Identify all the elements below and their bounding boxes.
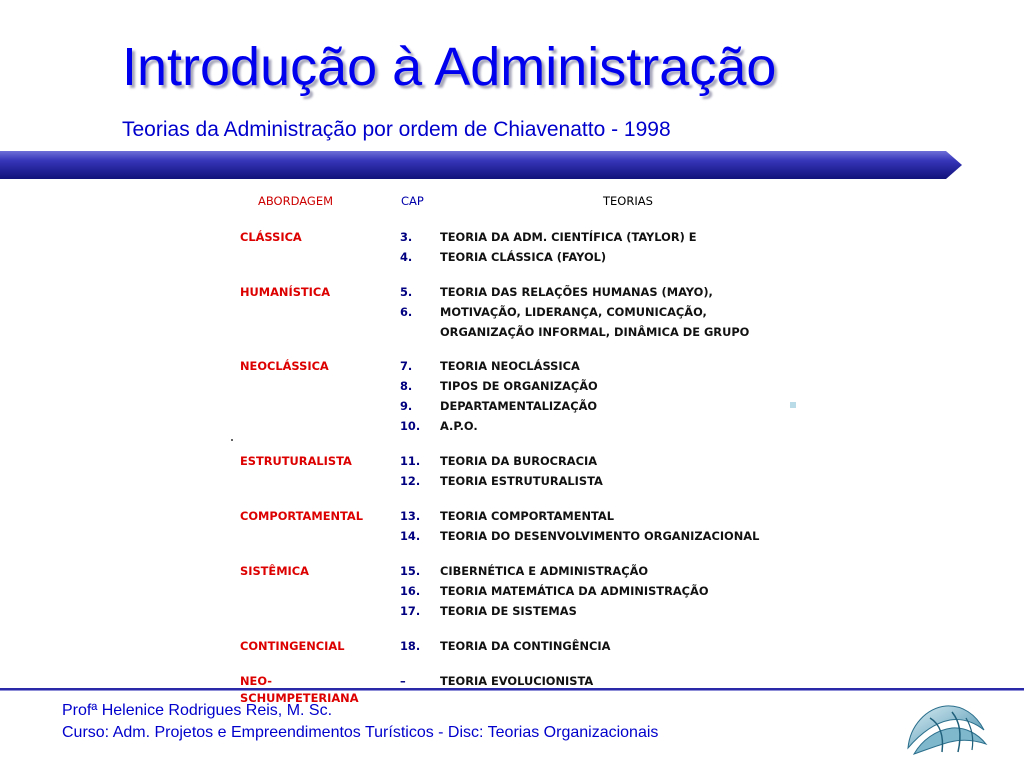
cap-number: 16. (400, 584, 421, 598)
teoria-text: TEORIA DA CONTINGÊNCIA (440, 639, 611, 653)
teoria-text: TEORIA CLÁSSICA (FAYOL) (440, 250, 607, 264)
teoria-text: TIPOS DE ORGANIZAÇÃO (440, 379, 598, 393)
cap-number: 9. (400, 399, 413, 413)
abordagem-label: COMPORTAMENTAL (240, 509, 363, 523)
teoria-text: CIBERNÉTICA E ADMINISTRAÇÃO (440, 564, 649, 578)
abordagem-label-line: NEO- (240, 674, 272, 688)
teoria-text: TEORIA DA BUROCRACIA (440, 454, 598, 468)
cap-number: 8. (400, 379, 413, 393)
teoria-text: TEORIA DA ADM. CIENTÍFICA (TAYLOR) E (440, 230, 697, 244)
cap-number: 5. (400, 285, 413, 299)
abordagem-label: CLÁSSICA (240, 230, 302, 244)
cap-number: – (400, 674, 406, 688)
header-cap: CAP (401, 194, 424, 208)
abordagem-label-line: SCHUMPETERIANA (240, 691, 359, 705)
artifact-mark (790, 402, 796, 408)
cap-number: 3. (400, 230, 413, 244)
cap-number: 4. (400, 250, 413, 264)
cap-number: 11. (400, 454, 421, 468)
university-logo-icon (900, 696, 992, 762)
teoria-text: TEORIA MATEMÁTICA DA ADMINISTRAÇÃO (440, 584, 709, 598)
artifact-dot (231, 439, 233, 441)
footer-author: Profª Helenice Rodrigues Reis, M. Sc. (62, 702, 333, 719)
header-arrow-bar (0, 151, 962, 179)
theories-table (230, 182, 790, 705)
cap-number: 15. (400, 564, 421, 578)
cap-number: 13. (400, 509, 421, 523)
slide-subtitle: Teorias da Administração por ordem de Chiavenatto - 1998 (122, 118, 671, 141)
cap-number: 14. (400, 529, 421, 543)
teoria-text: TEORIA COMPORTAMENTAL (440, 509, 615, 523)
footer-course: Curso: Adm. Projetos e Empreendimentos Turísticos - Disc: Teorias Organizacionais (62, 724, 659, 741)
teoria-text: TEORIA NEOCLÁSSICA (440, 359, 580, 373)
footer-divider-shadow (0, 690, 1024, 691)
cap-number: 12. (400, 474, 421, 488)
teoria-text: ORGANIZAÇÃO INFORMAL, DINÂMICA DE GRUPO (440, 325, 750, 339)
slide-title: Introdução à Administração (122, 37, 777, 97)
teoria-text: TEORIA ESTRUTURALISTA (440, 474, 603, 488)
abordagem-label: ESTRUTURALISTA (240, 454, 352, 468)
abordagem-label: HUMANÍSTICA (240, 285, 331, 299)
footer (62, 700, 658, 744)
cap-number: 17. (400, 604, 421, 618)
teoria-text: A.P.O. (440, 419, 478, 433)
teoria-text: TEORIA EVOLUCIONISTA (440, 674, 594, 688)
abordagem-label: NEOCLÁSSICA (240, 359, 329, 373)
header-abordagem: ABORDAGEM (258, 194, 334, 208)
teoria-text: TEORIA DE SISTEMAS (440, 604, 577, 618)
teoria-text: DEPARTAMENTALIZAÇÃO (440, 399, 598, 413)
teoria-text: TEORIA DAS RELAÇÕES HUMANAS (MAYO), (440, 285, 713, 299)
cap-number: 6. (400, 305, 413, 319)
teoria-text: MOTIVAÇÃO, LIDERANÇA, COMUNICAÇÃO, (440, 305, 707, 319)
teoria-text: TEORIA DO DESENVOLVIMENTO ORGANIZACIONAL (440, 529, 760, 543)
cap-number: 10. (400, 419, 421, 433)
abordagem-label: SISTÊMICA (240, 564, 309, 578)
cap-number: 18. (400, 639, 421, 653)
abordagem-label: CONTINGENCIAL (240, 639, 345, 653)
cap-number: 7. (400, 359, 413, 373)
header-teorias: TEORIAS (603, 194, 653, 208)
